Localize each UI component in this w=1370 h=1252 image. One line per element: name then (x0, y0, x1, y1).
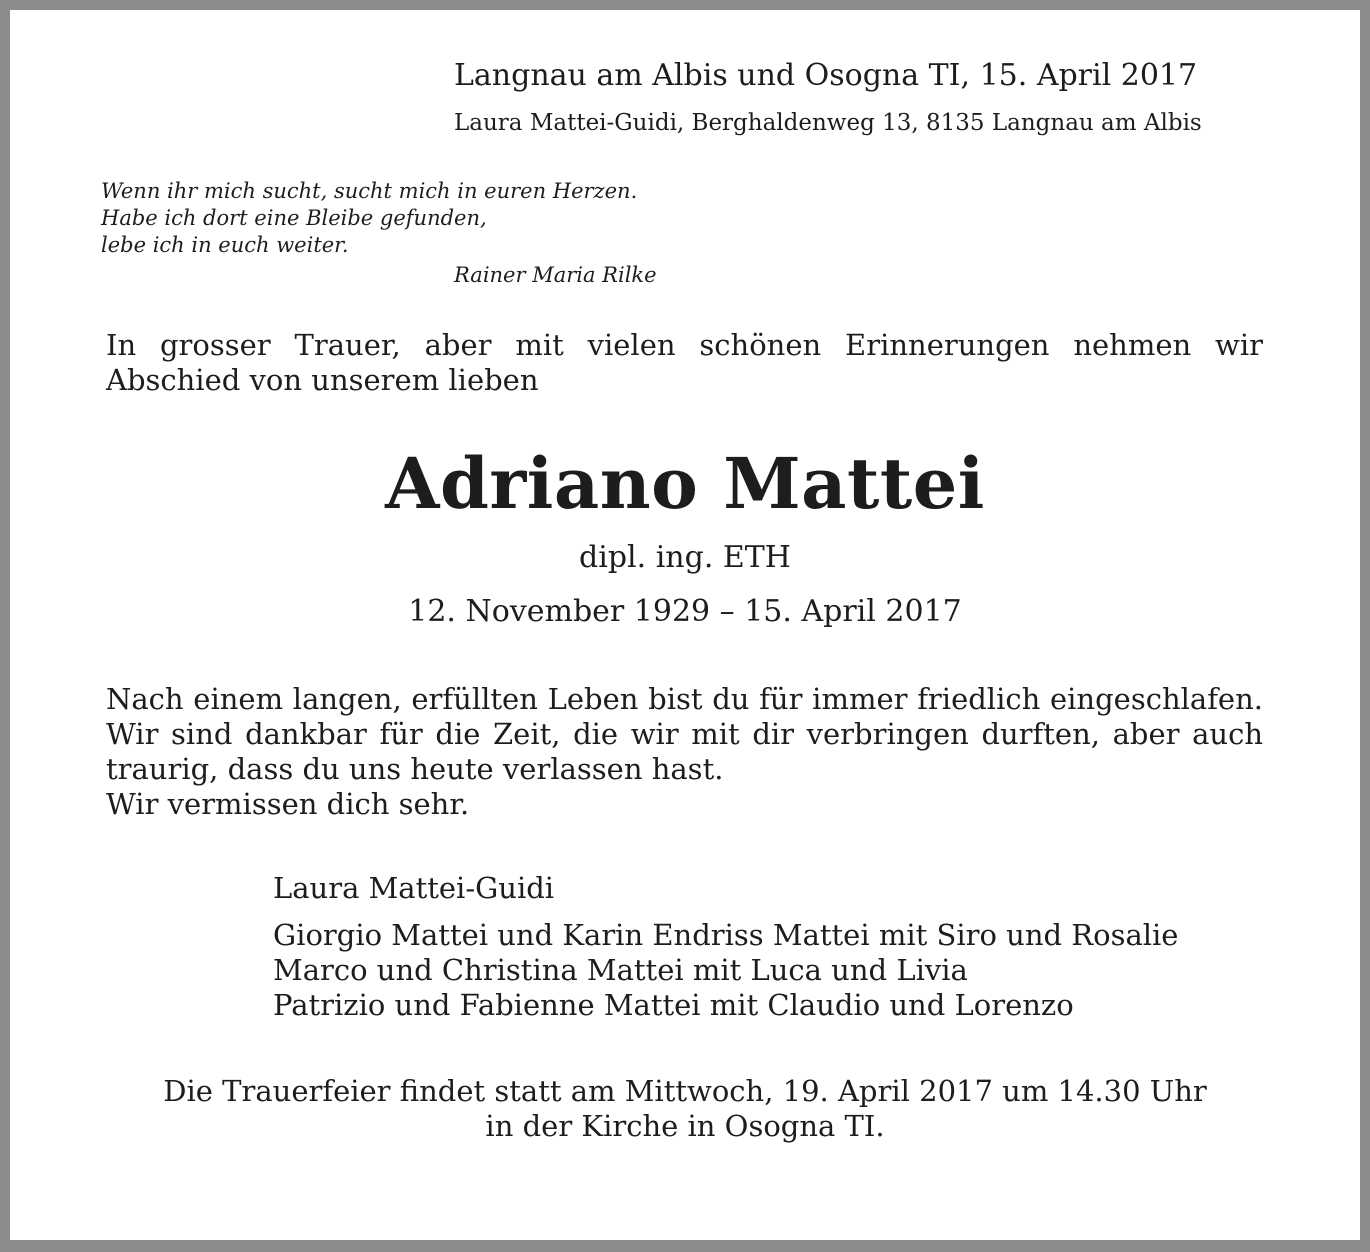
deceased-title: dipl. ing. ETH (579, 540, 791, 575)
deceased-name: Adriano Mattei (385, 442, 985, 525)
quote-author: Rainer Maria Rilke (454, 263, 657, 287)
service-line: in der Kirche in Osogna TI. (485, 1109, 885, 1143)
place-date-line: Langnau am Albis und Osogna TI, 15. April 2017 (454, 58, 1198, 93)
message-closing: Wir vermissen dich sehr. (106, 787, 470, 821)
farewell-message (106, 682, 1263, 822)
life-dates: 12. November 1929 – 15. April 2017 (408, 594, 962, 629)
family-member-line: Giorgio Mattei und Karin Endriss Mattei mit Siro und Rosalie (273, 918, 1179, 952)
family-member-line: Patrizio und Fabienne Mattei mit Claudio und Lorenzo (273, 988, 1074, 1022)
funeral-service-info (10, 1074, 1360, 1144)
message-paragraph: Nach einem langen, erfüllten Leben bist du für immer friedlich eingeschlafen. Wir sind dankbar für die Zeit, die wir mit dir verbringen durften, aber auch traurig, dass du uns heute verlassen hast. (106, 682, 1263, 786)
quote-line: lebe ich in euch weiter. (101, 233, 349, 257)
sender-address: Laura Mattei-Guidi, Berghaldenweg 13, 8135 Langnau am Albis (454, 110, 1202, 136)
mourner-widow: Laura Mattei-Guidi (273, 871, 555, 905)
service-line: Die Trauerfeier findet statt am Mittwoch, 19. April 2017 um 14.30 Uhr (163, 1074, 1207, 1108)
quote-line: Wenn ihr mich sucht, sucht mich in euren Herzen. (101, 179, 638, 203)
family-member-line: Marco und Christina Mattei mit Luca und Livia (273, 953, 968, 987)
intro-text: In grosser Trauer, aber mit vielen schönen Erinnerungen nehmen wir Abschied von unserem lieben (106, 328, 1263, 397)
quote-line: Habe ich dort eine Bleibe gefunden, (101, 206, 487, 230)
rilke-quote (101, 178, 637, 259)
mourner-family-list (273, 918, 1178, 1023)
